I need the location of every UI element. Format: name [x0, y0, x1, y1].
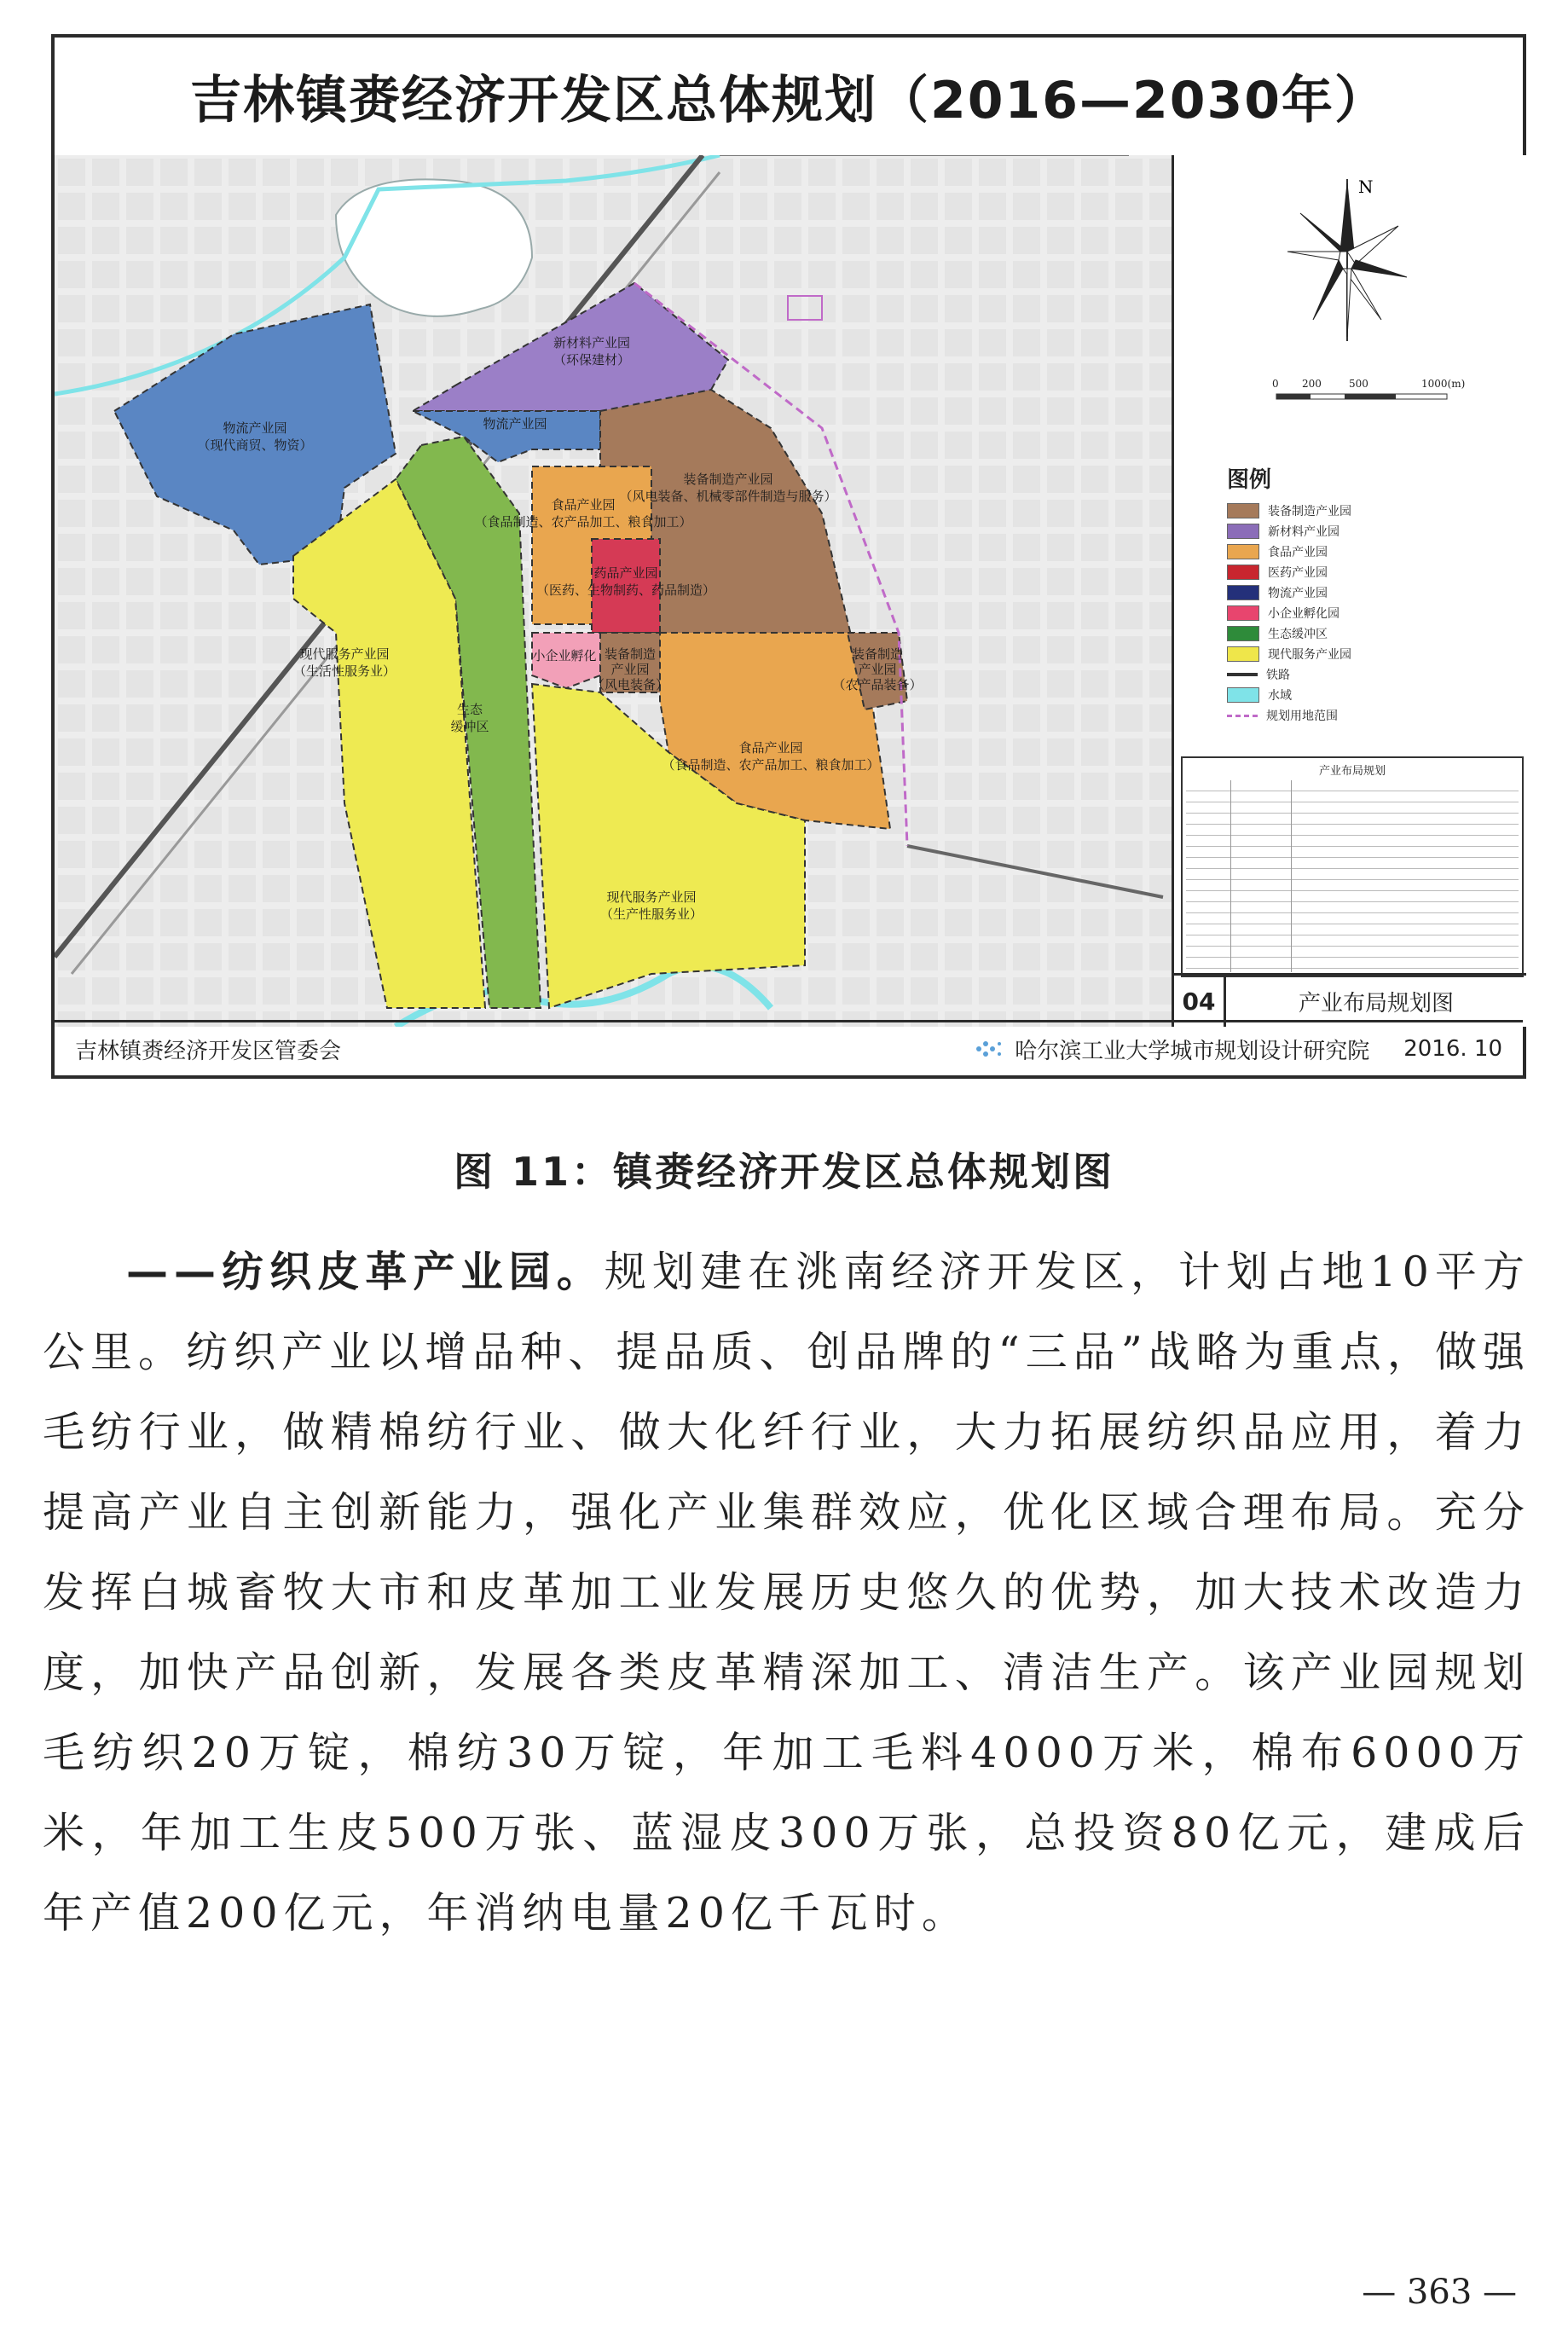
label-equipment-north-1: 装备制造产业园	[683, 472, 773, 487]
label-logistics-west-1: 物流产业园	[223, 420, 287, 436]
scale-bar	[1268, 368, 1481, 411]
footer-institute	[974, 1034, 1502, 1065]
institute-logo-icon	[974, 1038, 1004, 1060]
label-equipment-east-3: （农产品装备）	[832, 677, 923, 692]
label-services-south-1: 现代服务产业园	[606, 889, 697, 905]
sheet-number: 04	[1174, 976, 1226, 1027]
label-services-west-2: （生活性服务业）	[292, 663, 396, 679]
legend-label: 现代服务产业园	[1268, 648, 1351, 662]
legend-label: 规划用地范围	[1266, 710, 1338, 723]
legend-swatch	[1227, 503, 1259, 518]
legend-label: 小企业孵化园	[1268, 607, 1339, 621]
label-new-materials-2: （环保建材）	[553, 352, 631, 368]
legend-title: 图例	[1227, 467, 1272, 493]
footer-date: 2016. 10	[1403, 1036, 1502, 1062]
legend-item	[1227, 562, 1351, 582]
legend-item	[1227, 644, 1351, 664]
legend-swatch	[1227, 565, 1259, 580]
label-logistics-center: 物流产业园	[483, 416, 547, 432]
legend-swatch	[1227, 646, 1259, 662]
label-equipment-east-2: 产业园	[858, 662, 897, 677]
label-equipment-wind-3: （风电装备）	[591, 677, 669, 692]
legend-panel	[1172, 155, 1526, 1027]
planning-map-figure	[51, 34, 1526, 1079]
legend-swatch	[1227, 585, 1259, 600]
label-eco-buffer-2: 缓冲区	[450, 719, 489, 734]
legend-swatch	[1227, 605, 1259, 621]
legend-item	[1227, 623, 1351, 644]
sheet-label	[1174, 973, 1526, 1027]
legend-label: 水域	[1268, 689, 1292, 703]
label-incubator: 小企业孵化	[532, 648, 597, 663]
legend-label: 物流产业园	[1268, 587, 1328, 600]
svg-text:物流产业园	[483, 416, 547, 432]
label-equipment-wind-2: 产业园	[610, 662, 650, 677]
legend-label: 铁路	[1266, 669, 1290, 682]
scale-tick-2: 500	[1349, 378, 1368, 390]
legend-item	[1227, 542, 1351, 562]
sheet-name: 产业布局规划图	[1298, 990, 1454, 1017]
scale-tick-1: 200	[1302, 378, 1322, 390]
legend-list	[1227, 501, 1351, 726]
north-arrow-icon	[1275, 171, 1420, 350]
map-title: 吉林镇赉经济开发区总体规划（2016—2030年）	[55, 38, 1523, 158]
paragraph-lead: ——纺织皮革产业园。	[126, 1248, 605, 1296]
body-paragraph	[43, 1232, 1530, 1954]
label-new-materials-1: 新材料产业园	[553, 335, 631, 350]
label-eco-buffer-1: 生态	[456, 702, 483, 717]
label-pharma-1: 药品产业园	[593, 565, 658, 581]
legend-item	[1227, 582, 1351, 603]
label-pharma-2: （医药、生物制药、药品制造）	[535, 582, 716, 598]
label-food-north-1: 食品产业园	[551, 497, 616, 513]
label-equipment-north-2: （风电装备、机械零部件制造与服务）	[619, 489, 837, 504]
legend-item	[1227, 685, 1351, 705]
legend-item	[1227, 501, 1351, 521]
figure-caption: 图 11：镇赉经济开发区总体规划图	[453, 1149, 1115, 1195]
legend-label: 医药产业园	[1268, 566, 1328, 580]
label-services-west-1: 现代服务产业园	[299, 646, 390, 662]
legend-swatch	[1227, 524, 1259, 539]
label-services-south-2: （生产性服务业）	[599, 906, 703, 922]
legend-swatch	[1227, 715, 1258, 717]
map-area	[55, 155, 1172, 1027]
label-equipment-wind-1: 装备制造	[604, 646, 657, 662]
paragraph-text: 规划建在洮南经济开发区，计划占地10平方公里。纺织产业以增品种、提品质、创品牌的“三品”战略为重点，做强毛纺行业，做精棉纺行业、做大化纤行业，大力拓展纺织品应用，着力提高产业自主创新能力，强化产业集群效应，优化区域合理布局。充分发挥白城畜牧大市和皮革加工业发展历史悠久的优势，加大技术改造力度，加快产品创新，发展各类皮革精深加工、清洁生产。该产业园规划毛纺织20万锭，棉纺30万锭，年加工毛料4000万米，棉布6000万米，年加工生皮500万张、蓝湿皮300万张，总投资80亿元，建成后年产值200亿元，年消纳电量20亿千瓦时。	[43, 1248, 1530, 1937]
table-title: 产业布局规划	[1318, 765, 1386, 778]
label-food-north-2: （食品制造、农产品加工、粮食加工）	[474, 514, 692, 530]
legend-item	[1227, 664, 1351, 685]
footer-committee: 吉林镇赉经济开发区管委会	[75, 1038, 342, 1064]
scale-tick-0: 0	[1272, 378, 1279, 390]
industry-layout-table	[1181, 756, 1524, 977]
legend-swatch	[1227, 687, 1259, 703]
scale-tick-3: 1000(m)	[1421, 378, 1466, 390]
land-use-map	[55, 155, 1172, 1027]
legend-swatch	[1227, 544, 1259, 559]
table-columns	[1230, 780, 1292, 972]
legend-item	[1227, 521, 1351, 542]
page-number: — 363 —	[1362, 2273, 1517, 2312]
legend-item	[1227, 705, 1351, 726]
legend-swatch	[1227, 626, 1259, 641]
label-equipment-east-1: 装备制造	[851, 646, 904, 662]
svg-text:小企业孵化	[532, 648, 596, 663]
label-logistics-west-2: （现代商贸、物资）	[197, 437, 313, 453]
legend-label: 装备制造产业园	[1268, 505, 1351, 518]
north-label: N	[1358, 177, 1374, 197]
legend-item	[1227, 603, 1351, 623]
label-food-south-1: 食品产业园	[738, 740, 803, 756]
map-footer	[55, 1020, 1523, 1075]
legend-swatch	[1227, 673, 1258, 676]
legend-label: 新材料产业园	[1268, 525, 1339, 539]
footer-org: 哈尔滨工业大学城市规划设计研究院	[1015, 1038, 1370, 1064]
label-food-south-2: （食品制造、农产品加工、粮食加工）	[662, 757, 880, 773]
legend-label: 食品产业园	[1268, 546, 1328, 559]
legend-label: 生态缓冲区	[1268, 628, 1328, 641]
